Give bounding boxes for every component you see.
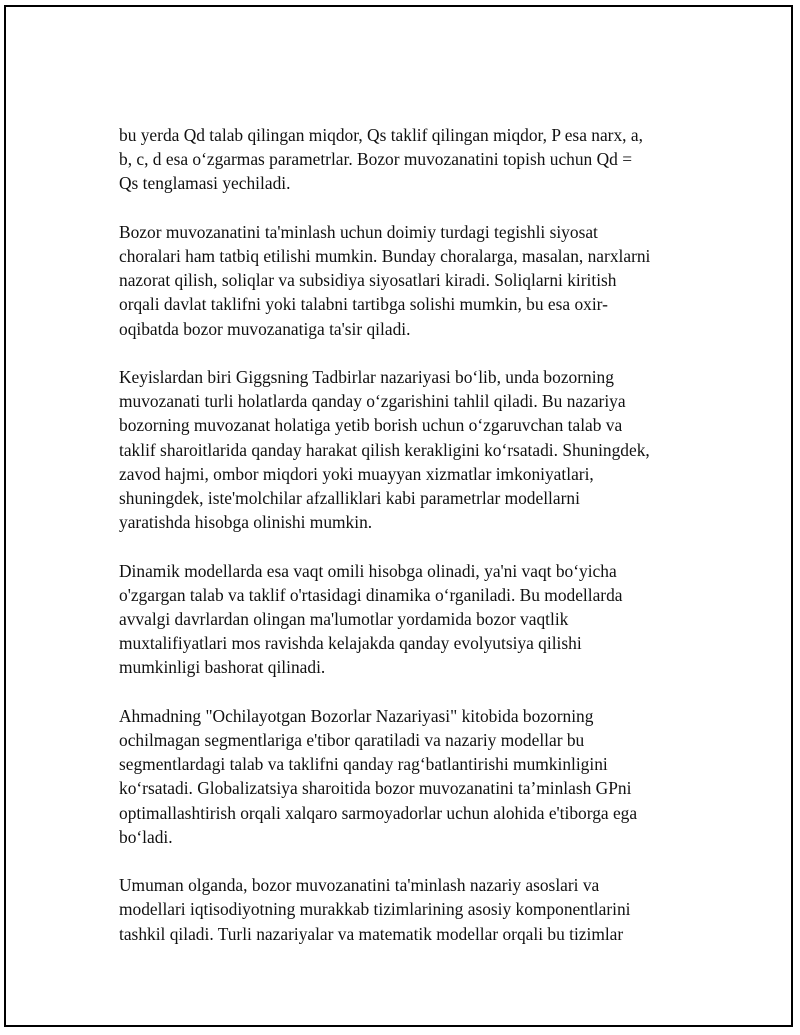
text-line: optimallashtirish orqali xalqaro sarmoyadorlar uchun alohida e'tiborga ega (119, 802, 638, 823)
text-line: zavod hajmi, ombor miqdori yoki muayyan xizmatlar imkoniyatlari, (119, 463, 594, 484)
text-line: muvozanati turli holatlarda qanday o‘zgarishini tahlil qiladi. Bu nazariya (119, 391, 626, 412)
text-line: modellari iqtisodiyotning murakkab tizimlarining asosiy komponentlarini (119, 899, 631, 920)
text-line: muxtalifiyatlari mos ravishda kelajakda qanday evolyutsiya qilishi (119, 633, 582, 654)
text-line: Ahmadning "Ochilayotgan Bozorlar Nazariyasi" kitobida bozorning (119, 705, 594, 726)
text-line: Dinamik modellarda esa vaqt omili hisobga olinadi, ya'ni vaqt bo‘yicha (119, 560, 617, 581)
text-line: orqali davlat taklifni yoki talabni tartibga solishi mumkin, bu esa oxir- (119, 294, 608, 315)
paragraph-4 (119, 559, 699, 680)
text-line: avvalgi davrlardan olingan ma'lumotlar yordamida bozor vaqtlik (119, 609, 569, 630)
text-line: o'zgargan talab va taklif o'rtasidagi dinamika o‘rganiladi. Bu modellarda (119, 584, 623, 605)
text-line: mumkinligi bashorat qilinadi. (119, 657, 326, 678)
paragraph-5 (119, 704, 699, 849)
document-page (4, 5, 793, 1027)
paragraph-3 (119, 365, 699, 534)
text-line: taklif sharoitlarida qanday harakat qilish kerakligini ko‘rsatadi. Shuningdek, (119, 439, 650, 460)
text-line: Qs tenglamasi yechiladi. (119, 173, 291, 194)
text-line: b, c, d esa o‘zgarmas parametrlar. Bozor muvozanatini topish uchun Qd = (119, 149, 633, 170)
text-line: oqibatda bozor muvozanatiga ta'sir qiladi. (119, 318, 411, 339)
text-line: nazorat qilish, soliqlar va subsidiya siyosatlari kiradi. Soliqlarni kiritish (119, 270, 617, 291)
text-line: ochilmagan segmentlariga e'tibor qaratiladi va nazariy modellar bu (119, 730, 585, 751)
text-line: ko‘rsatadi. Globalizatsiya sharoitida bozor muvozanatini ta’minlash GPni (119, 778, 632, 799)
paragraph-1 (119, 123, 699, 196)
text-line: bo‘ladi. (119, 826, 173, 847)
paragraph-6 (119, 873, 699, 946)
text-line: Keyislardan biri Giggsning Tadbirlar nazariyasi bo‘lib, unda bozorning (119, 367, 614, 387)
text-line: tashkil qiladi. Turli nazariyalar va matematik modellar orqali bu tizimlar (119, 923, 624, 944)
text-line: Umuman olganda, bozor muvozanatini ta'minlash nazariy asoslari va (119, 875, 600, 896)
text-line: choralari ham tatbiq etilishi mumkin. Bunday choralarga, masalan, narxlarni (119, 246, 651, 266)
text-line: bu yerda Qd talab qilingan miqdor, Qs taklif qilingan miqdor, P esa narx, a, (119, 125, 643, 145)
text-line: shuningdek, iste'molchilar afzalliklari kabi parametrlar modellarni (119, 488, 580, 509)
paragraph-2 (119, 220, 699, 341)
document-body (119, 123, 699, 946)
text-line: bozorning muvozanat holatiga yetib borish uchun o‘zgaruvchan talab va (119, 415, 623, 436)
text-line: segmentlardagi talab va taklifni qanday rag‘batlantirishi mumkinligini (119, 754, 608, 775)
text-line: Bozor muvozanatini ta'minlash uchun doimiy turdagi tegishli siyosat (119, 221, 598, 242)
text-line: yaratishda hisobga olinishi mumkin. (119, 512, 373, 533)
